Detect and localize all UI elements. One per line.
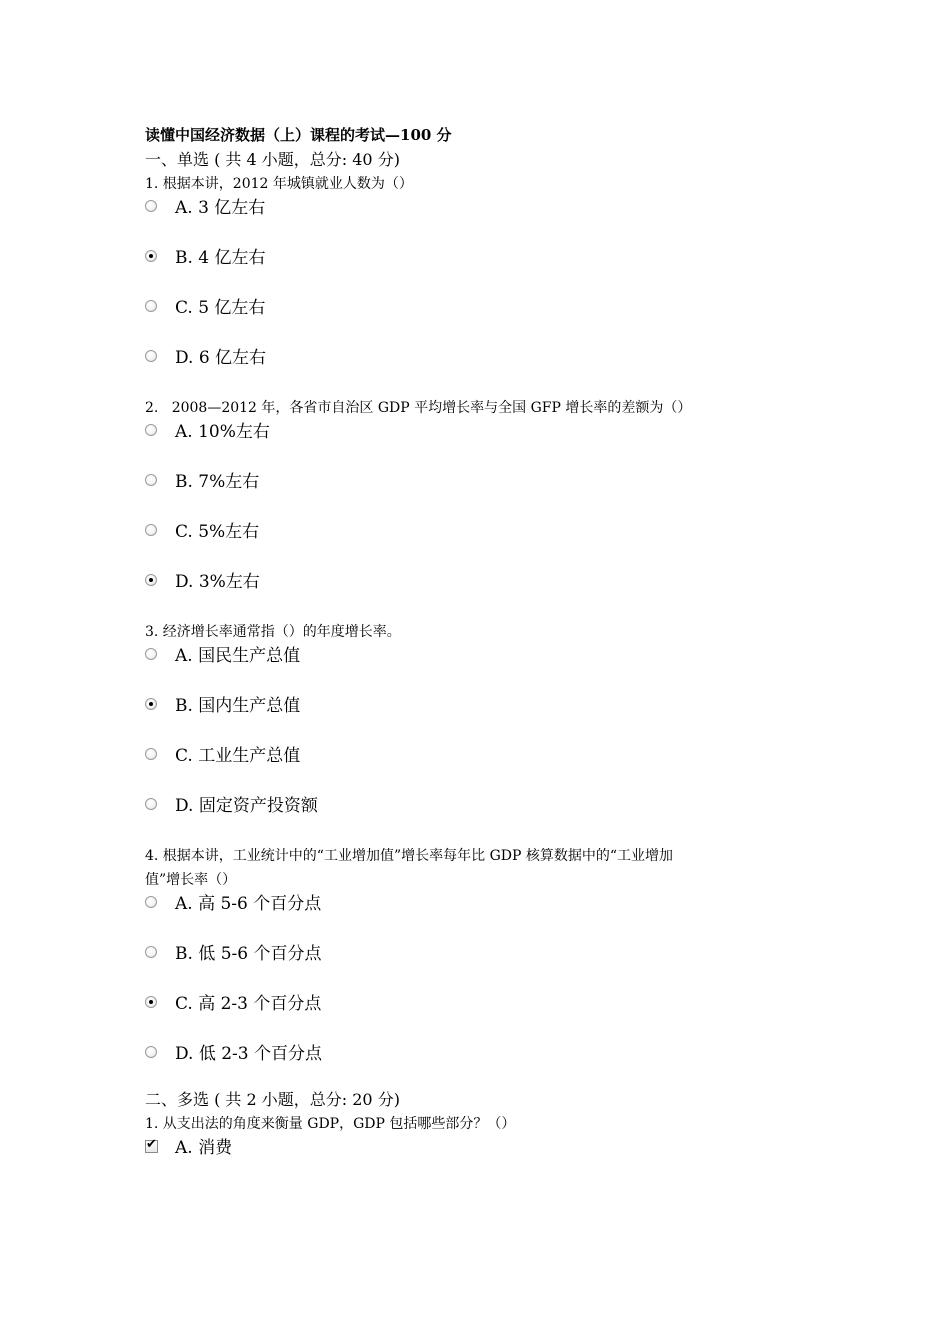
option-b[interactable] bbox=[145, 942, 805, 992]
radio-icon[interactable] bbox=[145, 748, 157, 760]
radio-icon[interactable] bbox=[145, 524, 157, 536]
radio-icon[interactable] bbox=[145, 200, 157, 212]
section-single-choice: 一、单选 ( 共 4 小题，总分: 40 分) bbox=[145, 150, 400, 169]
radio-selected-icon[interactable] bbox=[145, 698, 157, 710]
option-d[interactable] bbox=[145, 346, 805, 396]
option-d[interactable] bbox=[145, 794, 805, 844]
option-c[interactable] bbox=[145, 992, 805, 1042]
question-2 bbox=[145, 396, 805, 620]
question-text-line1: 4. 根据本讲，工业统计中的“工业增加值”增长率每年比 GDP 核算数据中的“工业增加 bbox=[145, 848, 674, 864]
option-c[interactable] bbox=[145, 520, 805, 570]
checkmark-icon: ✔ bbox=[146, 1137, 157, 1152]
option-label: B. 7%左右 bbox=[175, 472, 260, 492]
radio-icon[interactable] bbox=[145, 424, 157, 436]
option-a[interactable] bbox=[145, 644, 805, 694]
radio-selected-icon[interactable] bbox=[145, 996, 157, 1008]
option-label: D. 6 亿左右 bbox=[175, 348, 267, 368]
radio-icon[interactable] bbox=[145, 946, 157, 958]
radio-icon[interactable] bbox=[145, 648, 157, 660]
option-b[interactable] bbox=[145, 470, 805, 520]
radio-icon[interactable] bbox=[145, 798, 157, 810]
radio-selected-icon[interactable] bbox=[145, 250, 157, 262]
option-label: B. 4 亿左右 bbox=[175, 248, 266, 268]
question-text-line2: 值”增长率（） bbox=[145, 872, 237, 888]
radio-selected-icon[interactable] bbox=[145, 574, 157, 586]
radio-icon[interactable] bbox=[145, 300, 157, 312]
option-a[interactable] bbox=[145, 420, 805, 470]
option-label: C. 5 亿左右 bbox=[175, 298, 266, 318]
question-3 bbox=[145, 620, 805, 844]
checkbox-checked-icon[interactable] bbox=[145, 1137, 158, 1153]
option-label: B. 低 5-6 个百分点 bbox=[175, 944, 322, 964]
question-text: 1. 从支出法的角度来衡量 GDP，GDP 包括哪些部分？（） bbox=[145, 1116, 516, 1132]
option-label: A. 消费 bbox=[175, 1138, 233, 1158]
option-label: C. 高 2-3 个百分点 bbox=[175, 994, 322, 1014]
option-label: A. 高 5-6 个百分点 bbox=[175, 894, 322, 914]
option-c[interactable] bbox=[145, 296, 805, 346]
question-text: 2. 2008—2012 年，各省市自治区 GDP 平均增长率与全国 GFP 增长率的差额为（） bbox=[145, 400, 692, 416]
question-text: 1. 根据本讲，2012 年城镇就业人数为（） bbox=[145, 176, 413, 192]
section-multiple-choice: 二、多选 ( 共 2 小题，总分: 20 分) bbox=[145, 1090, 400, 1109]
option-a[interactable] bbox=[145, 196, 805, 246]
radio-icon[interactable] bbox=[145, 474, 157, 486]
option-b[interactable] bbox=[145, 246, 805, 296]
option-label: D. 固定资产投资额 bbox=[175, 796, 318, 816]
radio-icon[interactable] bbox=[145, 1046, 157, 1058]
option-d[interactable] bbox=[145, 1042, 805, 1088]
radio-icon[interactable] bbox=[145, 896, 157, 908]
exam-title: 读懂中国经济数据（上）课程的考试—100 分 bbox=[145, 126, 452, 144]
option-label: D. 3%左右 bbox=[175, 572, 260, 592]
option-b[interactable] bbox=[145, 694, 805, 744]
question-1 bbox=[145, 172, 805, 396]
option-label: C. 工业生产总值 bbox=[175, 746, 301, 766]
option-label: A. 3 亿左右 bbox=[175, 198, 266, 218]
option-label: B. 国内生产总值 bbox=[175, 696, 301, 716]
option-a[interactable] bbox=[145, 1136, 805, 1186]
option-label: D. 低 2-3 个百分点 bbox=[175, 1044, 323, 1064]
question-text: 3. 经济增长率通常指（）的年度增长率。 bbox=[145, 624, 401, 640]
radio-icon[interactable] bbox=[145, 350, 157, 362]
multi-question-1 bbox=[145, 1112, 805, 1186]
option-label: C. 5%左右 bbox=[175, 522, 260, 542]
option-d[interactable] bbox=[145, 570, 805, 620]
question-4 bbox=[145, 844, 805, 1088]
option-a[interactable] bbox=[145, 892, 805, 942]
option-c[interactable] bbox=[145, 744, 805, 794]
option-label: A. 10%左右 bbox=[175, 422, 270, 442]
option-label: A. 国民生产总值 bbox=[175, 646, 301, 666]
exam-page bbox=[145, 122, 805, 1186]
